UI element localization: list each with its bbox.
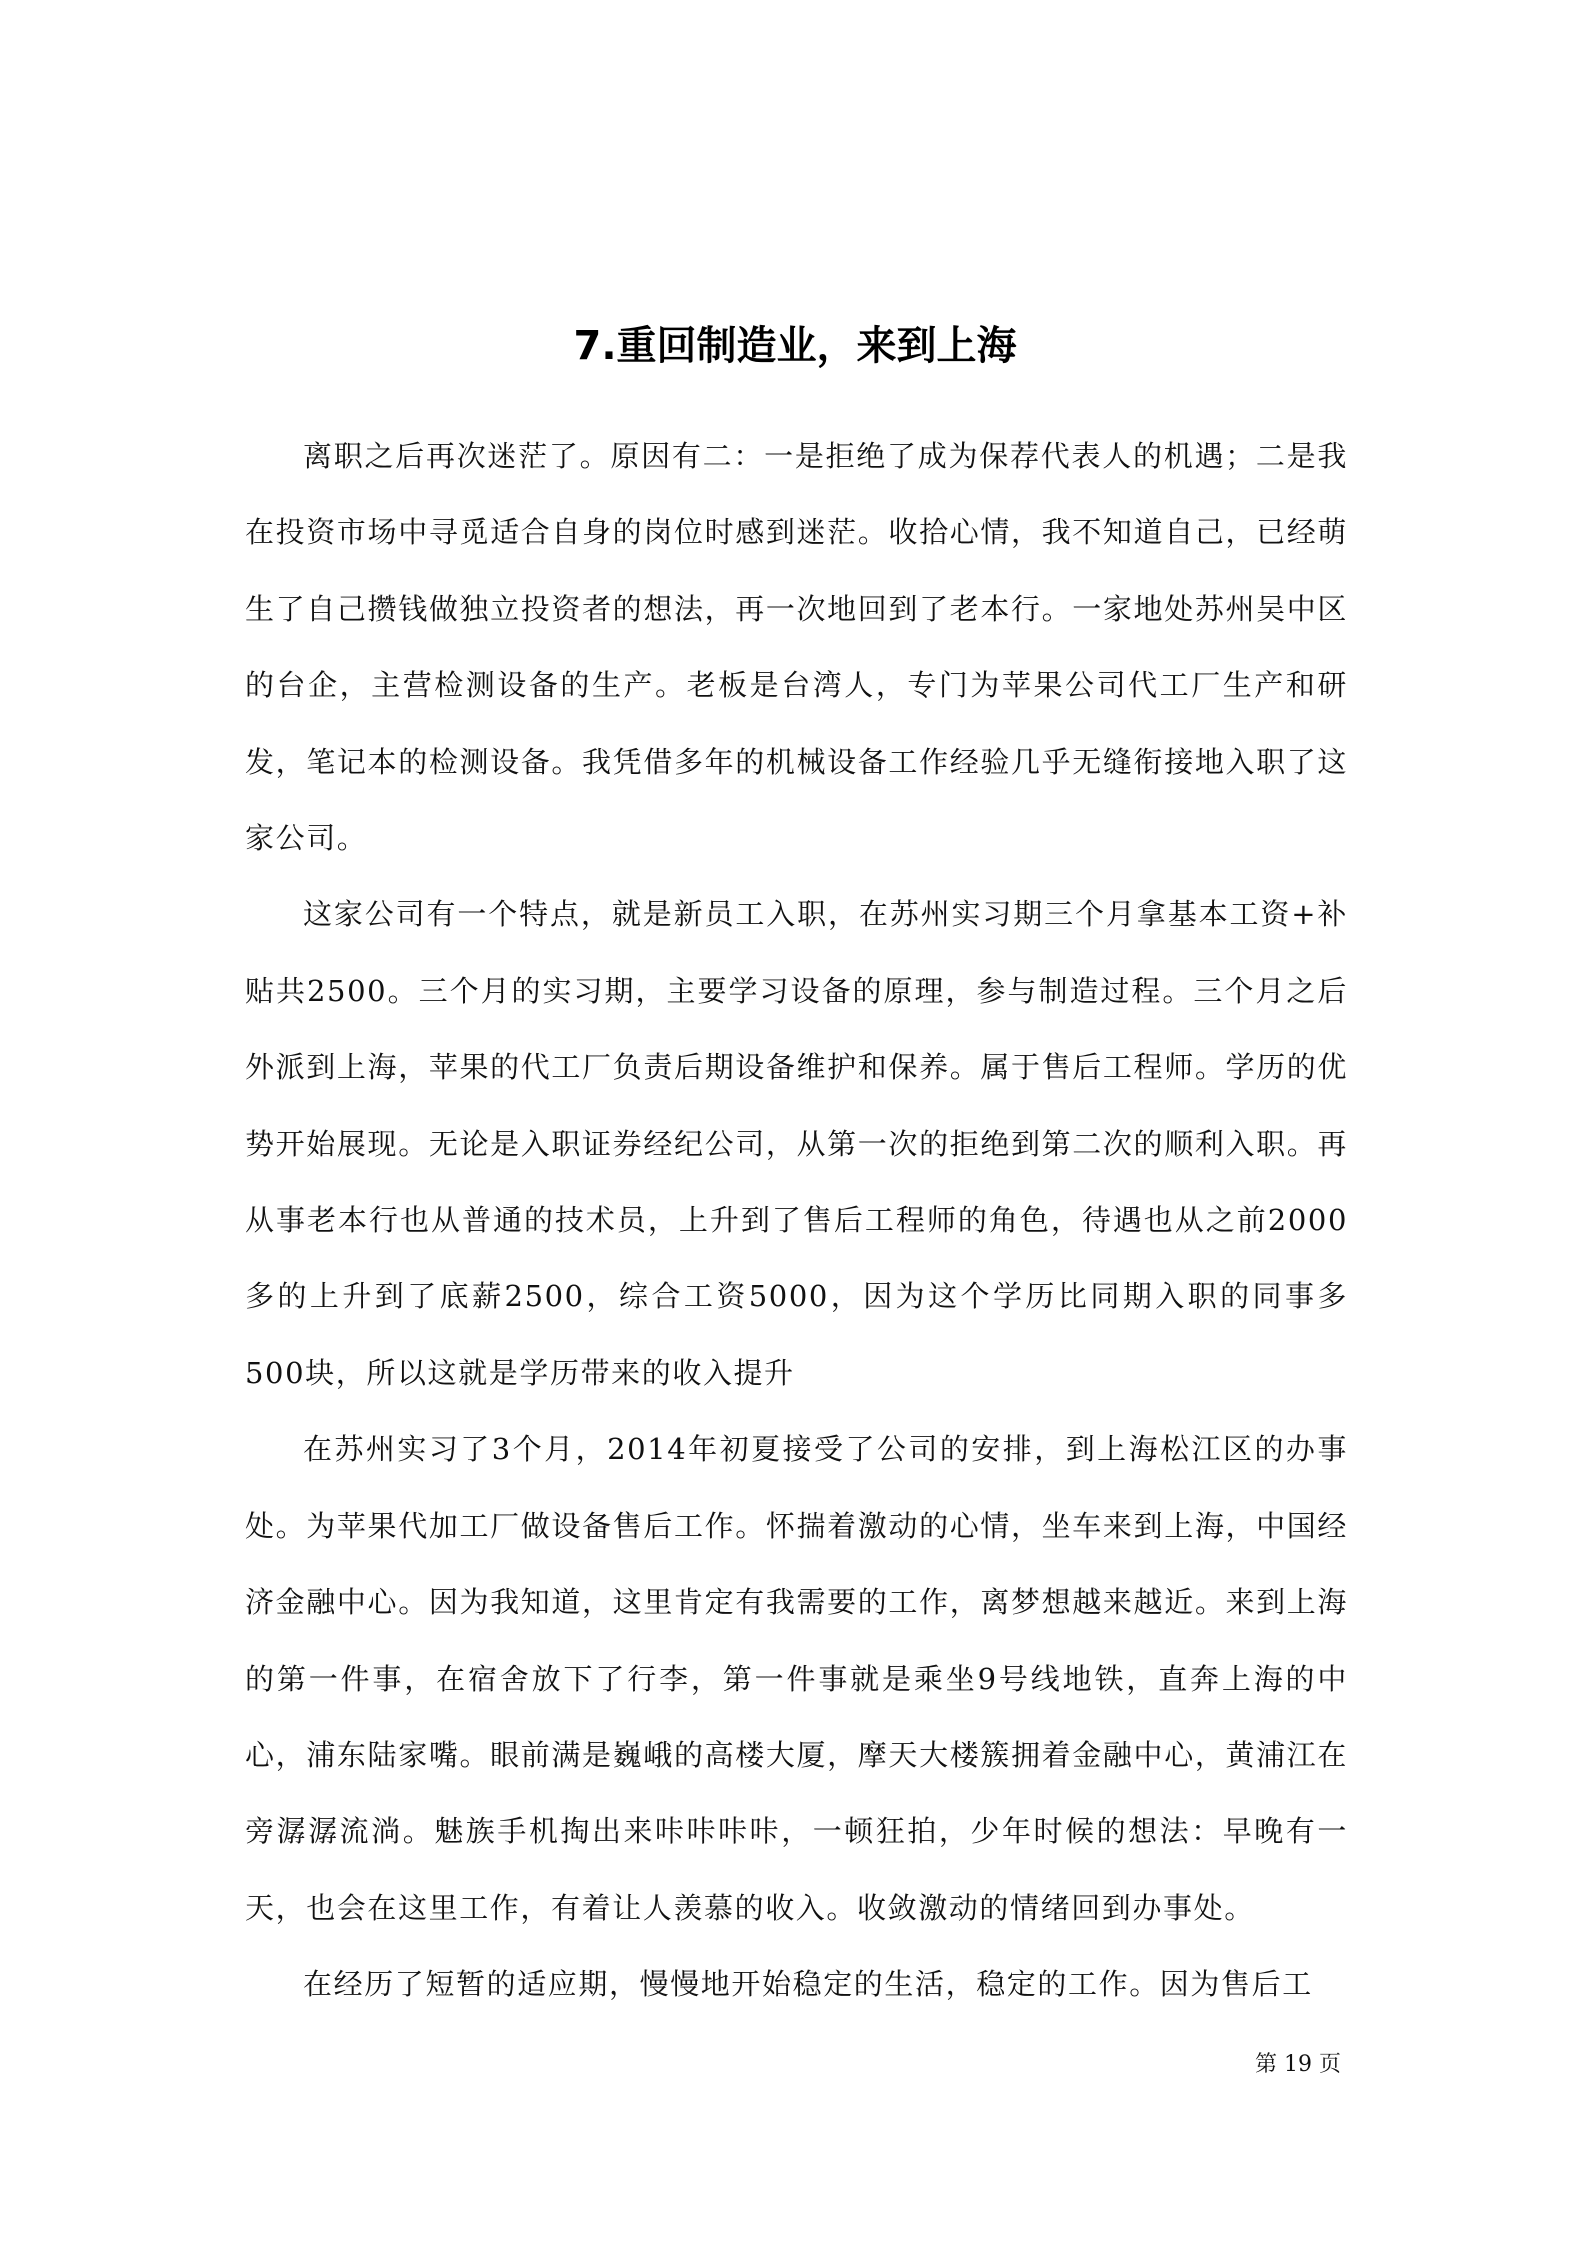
paragraph-1: 离职之后再次迷茫了。原因有二：一是拒绝了成为保荐代表人的机遇；二是我在投资市场中寻觅适合自身的岗位时感到迷茫。收拾心情，我不知道自己，已经萌生了自己攒钱做独立投资者的想法，再一次地回到了老本行。一家地处苏州吴中区的台企，主营检测设备的生产。老板是台湾人，专门为苹果公司代工厂生产和研发，笔记本的检测设备。我凭借多年的机械设备工作经验几乎无缝衔接地入职了这家公司。 bbox=[245, 439, 1348, 856]
paragraph-2: 这家公司有一个特点，就是新员工入职，在苏州实习期三个月拿基本工资+补贴共2500。三个月的实习期，主要学习设备的原理，参与制造过程。三个月之后外派到上海，苹果的代工厂负责后期设备维护和保养。属于售后工程师。学历的优势开始展现。无论是入职证券经纪公司，从第一次的拒绝到第二次的顺利入职。再从事老本行也从普通的技术员，上升到了售后工程师的角色，待遇也从之前2000多的上升到了底薪2500，综合工资5000，因为这个学历比同期入职的同事多500块，所以这就是学历带来的收入提升 bbox=[245, 897, 1348, 1390]
page-number: 第 19 页 bbox=[1255, 2052, 1341, 2077]
paragraph-4: 在经历了短暂的适应期，慢慢地开始稳定的生活，稳定的工作。因为售后工 bbox=[303, 1967, 1313, 2002]
body-text bbox=[245, 418, 1348, 2023]
chapter-title: 7.重回制造业，来到上海 bbox=[573, 323, 1017, 369]
paragraph-3: 在苏州实习了3个月，2014年初夏接受了公司的安排，到上海松江区的办事处。为苹果代加工厂做设备售后工作。怀揣着激动的心情，坐车来到上海，中国经济金融中心。因为我知道，这里肯定有我需要的工作，离梦想越来越近。来到上海的第一件事，在宿舍放下了行李，第一件事就是乘坐9号线地铁，直奔上海的中心，浦东陆家嘴。眼前满是巍峨的高楼大厦，摩天大楼簇拥着金融中心，黄浦江在旁潺潺流淌。魅族手机掏出来咔咔咔咔，一顿狂拍，少年时候的想法：早晚有一天，也会在这里工作，有着让人羡慕的收入。收敛激动的情绪回到办事处。 bbox=[245, 1432, 1348, 1925]
